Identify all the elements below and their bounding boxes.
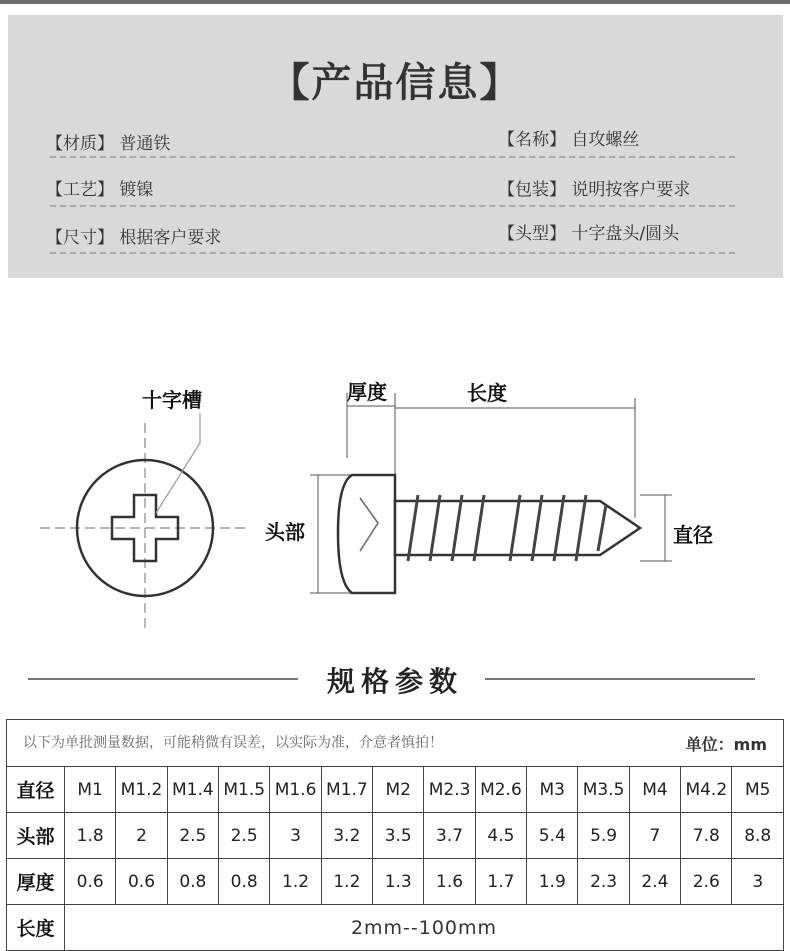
- table-cell: 4.5: [475, 813, 526, 859]
- table-notice-row: [7, 720, 784, 767]
- row-header-diameter: 直径: [7, 767, 65, 813]
- section-title: 规格参数: [326, 665, 463, 698]
- table-cell: 8.8: [732, 813, 784, 859]
- row-header-thickness: 厚度: [7, 859, 65, 905]
- table-cell: 3.5: [373, 813, 424, 859]
- material-value: 普通铁: [119, 134, 171, 154]
- table-cell: 1.7: [475, 859, 526, 905]
- table-cell: 3: [732, 859, 784, 905]
- head-type-label: 【头型】: [498, 224, 566, 244]
- table-cell: 3: [270, 813, 321, 859]
- info-row-name: [498, 125, 639, 150]
- thickness-label: 厚度: [347, 380, 387, 404]
- measurement-note: 以下为单批测量数据，可能稍微有误差，以实际为准，介意者慎拍！: [23, 734, 443, 751]
- info-row-head-type: [498, 219, 679, 244]
- section-rule-right: [485, 678, 755, 680]
- table-cell: M4: [629, 767, 680, 813]
- table-cell: M1.6: [270, 767, 321, 813]
- diameter-label: 直径: [673, 523, 713, 547]
- info-row-packaging: [498, 175, 690, 200]
- table-cell: M2: [373, 767, 424, 813]
- table-cell: 1.6: [424, 859, 475, 905]
- table-cell: 0.8: [167, 859, 218, 905]
- table-cell: 2.3: [578, 859, 629, 905]
- row-header-length: 长度: [7, 905, 65, 951]
- table-cell: M1: [65, 767, 116, 813]
- top-border: [0, 0, 790, 4]
- table-row: [7, 859, 784, 905]
- size-value: 根据客户要求: [119, 228, 222, 248]
- table-row: [7, 813, 784, 859]
- table-cell: M2.6: [475, 767, 526, 813]
- table-cell: 2: [116, 813, 167, 859]
- table-cell: 1.2: [321, 859, 372, 905]
- table-cell: 2.5: [219, 813, 270, 859]
- table-cell: 2.4: [629, 859, 680, 905]
- name-value: 自攻螺丝: [571, 130, 640, 150]
- table-cell: M1.7: [321, 767, 372, 813]
- table-cell: 7.8: [681, 813, 732, 859]
- info-separator: [50, 156, 735, 158]
- info-separator: [50, 252, 735, 254]
- table-row: [7, 905, 784, 951]
- head-label: 头部: [265, 520, 305, 544]
- table-cell: M2.3: [424, 767, 475, 813]
- screw-diagram: [0, 283, 790, 663]
- row-header-head: 头部: [7, 813, 65, 859]
- info-row-material: [46, 129, 170, 154]
- table-cell: 2.6: [681, 859, 732, 905]
- table-cell: 5.4: [527, 813, 578, 859]
- cross-slot-label: 十字槽: [142, 388, 202, 412]
- table-cell: 1.3: [373, 859, 424, 905]
- info-row-process: [46, 175, 153, 200]
- table-cell: 0.6: [65, 859, 116, 905]
- table-cell: 7: [629, 813, 680, 859]
- length-range-cell: 2mm--100mm: [65, 905, 784, 951]
- table-cell: M5: [732, 767, 784, 813]
- length-label: 长度: [467, 381, 507, 405]
- table-cell: 3.2: [321, 813, 372, 859]
- table-cell: 3.7: [424, 813, 475, 859]
- info-separator: [50, 205, 735, 207]
- product-info-panel: [8, 15, 783, 278]
- name-label: 【名称】: [498, 130, 566, 150]
- unit-label: 单位：mm: [685, 734, 767, 754]
- info-title: 【产品信息】: [269, 60, 522, 106]
- table-row: [7, 767, 784, 813]
- material-label: 【材质】: [46, 134, 114, 154]
- table-cell: 1.8: [65, 813, 116, 859]
- process-label: 【工艺】: [46, 180, 114, 200]
- screw-drawing: [0, 283, 790, 663]
- notice-cell: [7, 720, 784, 767]
- table-cell: 0.8: [219, 859, 270, 905]
- process-value: 镀镍: [119, 180, 154, 200]
- table-cell: 0.6: [116, 859, 167, 905]
- table-cell: M1.4: [167, 767, 218, 813]
- size-label: 【尺寸】: [46, 228, 114, 248]
- packaging-label: 【包装】: [498, 180, 566, 200]
- table-cell: M4.2: [681, 767, 732, 813]
- packaging-value: 说明按客户要求: [571, 180, 691, 200]
- table-cell: M1.2: [116, 767, 167, 813]
- table-cell: M1.5: [219, 767, 270, 813]
- head-type-value: 十字盘头/圆头: [571, 224, 680, 244]
- screw-head-side: [338, 475, 395, 593]
- table-cell: 1.9: [527, 859, 578, 905]
- table-cell: 2.5: [167, 813, 218, 859]
- table-cell: M3.5: [578, 767, 629, 813]
- table-cell: M3: [527, 767, 578, 813]
- spec-table: [6, 719, 784, 951]
- table-cell: 1.2: [270, 859, 321, 905]
- info-row-size: [46, 223, 221, 248]
- table-cell: 5.9: [578, 813, 629, 859]
